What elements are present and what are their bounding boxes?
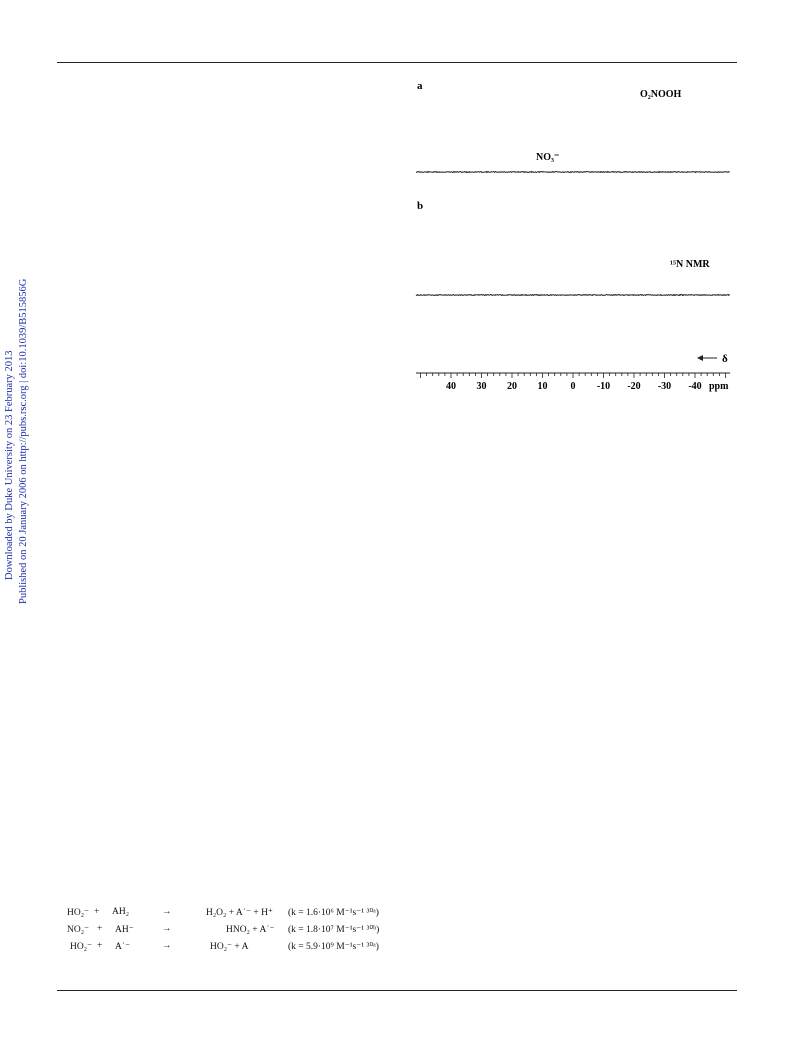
peak-label-o2nooh: O₂NOOH xyxy=(640,89,682,100)
eq3-plus: + xyxy=(97,941,103,951)
x-tick-label: 40 xyxy=(446,381,456,392)
x-tick-label: 20 xyxy=(507,381,517,392)
eq3-arrow: → xyxy=(162,941,172,951)
nmr-spectrum-figure xyxy=(404,72,744,397)
eq2-plus: + xyxy=(97,924,103,934)
peak-label-no3: NO₃⁻ xyxy=(536,152,560,163)
x-tick-label: 10 xyxy=(537,381,548,392)
eq2-rate: (k = 1.8·10⁷ M⁻¹s⁻¹ ³⁰ᵇ) xyxy=(288,925,380,935)
eq3-reactant-2: A˙⁻ xyxy=(115,942,131,952)
spectrum-trace-a xyxy=(416,172,730,173)
eq1-plus: + xyxy=(94,907,100,917)
eq3-products: HO₂⁻ + A xyxy=(210,942,249,952)
delta-label: δ xyxy=(722,353,728,365)
x-axis-unit: ppm xyxy=(709,381,729,392)
x-axis-ticks xyxy=(421,373,726,392)
panel-b-label: b xyxy=(417,200,424,212)
delta-arrow-icon xyxy=(697,355,703,361)
eq3-reactant-1: HO₂⁻ xyxy=(70,942,93,952)
bottom-rule xyxy=(57,990,737,991)
eq2-arrow: → xyxy=(162,924,172,934)
eq1-arrow: → xyxy=(162,907,172,917)
eq1-reactant-2: AH₂ xyxy=(112,907,130,917)
eq3-rate: (k = 5.9·10⁹ M⁻¹s⁻¹ ³⁰ᵃ) xyxy=(288,942,379,952)
panel-a-label: a xyxy=(417,80,423,92)
eq1-products: H₂O₂ + A˙⁻ + H⁺ xyxy=(206,908,273,918)
x-tick-label: 0 xyxy=(570,381,576,392)
published-notice[interactable]: Published on 20 January 2006 on http://pubs.rsc.org | doi:10.1039/B515856G xyxy=(18,278,29,604)
nmr-annotation: ¹⁵N NMR xyxy=(670,259,710,270)
x-tick-label: -40 xyxy=(688,381,702,392)
eq2-products: HNO₂ + A˙⁻ xyxy=(226,925,275,935)
x-tick-label: -20 xyxy=(627,381,641,392)
eq2-reactant-2: AH⁻ xyxy=(115,925,134,935)
eq2-reactant-1: NO₂⁻ xyxy=(67,925,90,935)
download-notice: Downloaded by Duke University on 23 February 2013 xyxy=(4,350,15,580)
top-rule xyxy=(57,62,737,63)
eq1-rate: (k = 1.6·10⁶ M⁻¹s⁻¹ ³⁰ᵃ) xyxy=(288,908,379,918)
x-tick-label: -30 xyxy=(657,381,672,392)
x-tick-label: 30 xyxy=(476,381,487,392)
x-tick-label: -10 xyxy=(596,381,611,392)
eq1-reactant-1: HO₂⁻ xyxy=(67,908,90,918)
spectrum-trace-b xyxy=(416,295,730,296)
